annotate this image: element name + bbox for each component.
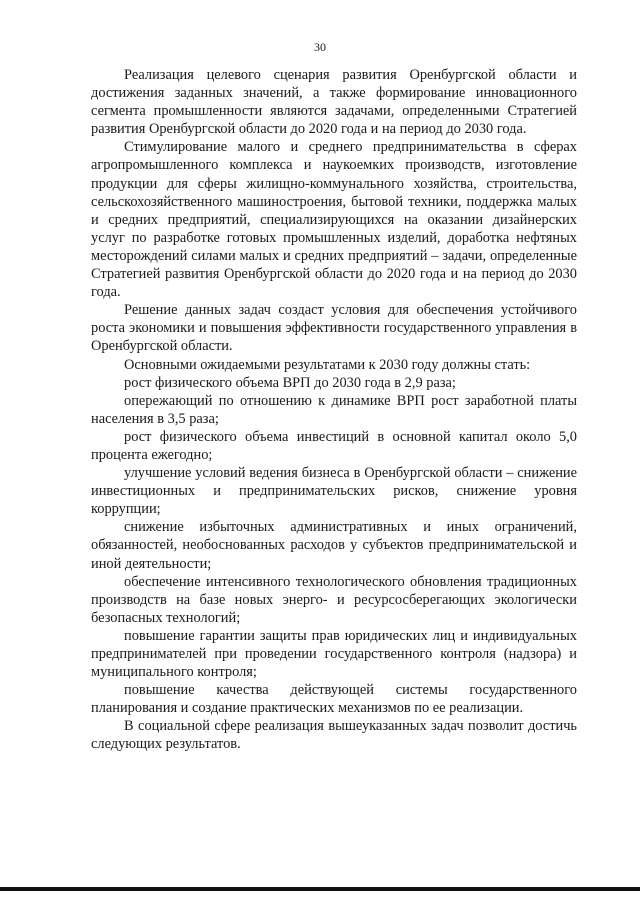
page-number: 30 [314,40,326,54]
list-item: рост физического объема инвестиций в основной капитал около 5,0 процента ежегодно; [91,428,577,463]
list-item: повышение качества действующей системы государственного планирования и создание практических механизмов по ее реализации. [91,682,577,717]
document-body [91,66,577,754]
paragraph: Стимулирование малого и среднего предпринимательства в сферах агропромышленного комплекса и наукоемких производств, изготовление продукции для сферы жилищно-коммунального хозяйства, строительства, сельскохозяйственного машиностроения, бытовой техники, поддержка малых и средних предприятий, специализирующихся на оказании дизайнерских услуг по разработке готовых промышленных изделий, доработка нефтяных месторождений силами малых и средних предприятий – задачи, определенные Стратегией развития Оренбургской области до 2020 года и на период до 2030 года. [91,139,577,301]
paragraph: В социальной сфере реализация вышеуказанных задач позволит достичь следующих результатов. [91,718,577,753]
paragraph: Реализация целевого сценария развития Оренбургской области и достижения заданных значений, а также формирование инновационного сегмента промышленности являются задачами, определенными Стратегией развития Оренбургской области до 2020 года и на период до 2030 года. [91,67,577,138]
bottom-rule [0,887,640,891]
list-item: снижение избыточных административных и иных ограничений, обязанностей, необоснованных расходов у субъектов предпринимательской и иной деятельности; [91,519,577,572]
paragraph: Основными ожидаемыми результатами к 2030 году должны стать: [124,356,531,373]
list-item: повышение гарантии защиты прав юридических лиц и индивидуальных предпринимателей при проведении государственного контроля (надзора) и муниципального контроля; [91,627,577,681]
list-item: рост физического объема ВРП до 2030 года в 2,9 раза; [124,374,456,391]
paragraph: Решение данных задач создаст условия для обеспечения устойчивого роста экономики и повышения эффективности государственного управления в Оренбургской области. [91,302,577,355]
list-item: опережающий по отношению к динамике ВРП рост заработной платы населения в 3,5 раза; [91,392,577,427]
list-item: улучшение условий ведения бизнеса в Оренбургской области – снижение инвестиционных и предпринимательских рисков, снижение уровня коррупции; [91,465,577,518]
list-item: обеспечение интенсивного технологического обновления традиционных производств на базе новых энерго- и ресурсосберегающих экологически безопасных технологий; [91,573,577,626]
